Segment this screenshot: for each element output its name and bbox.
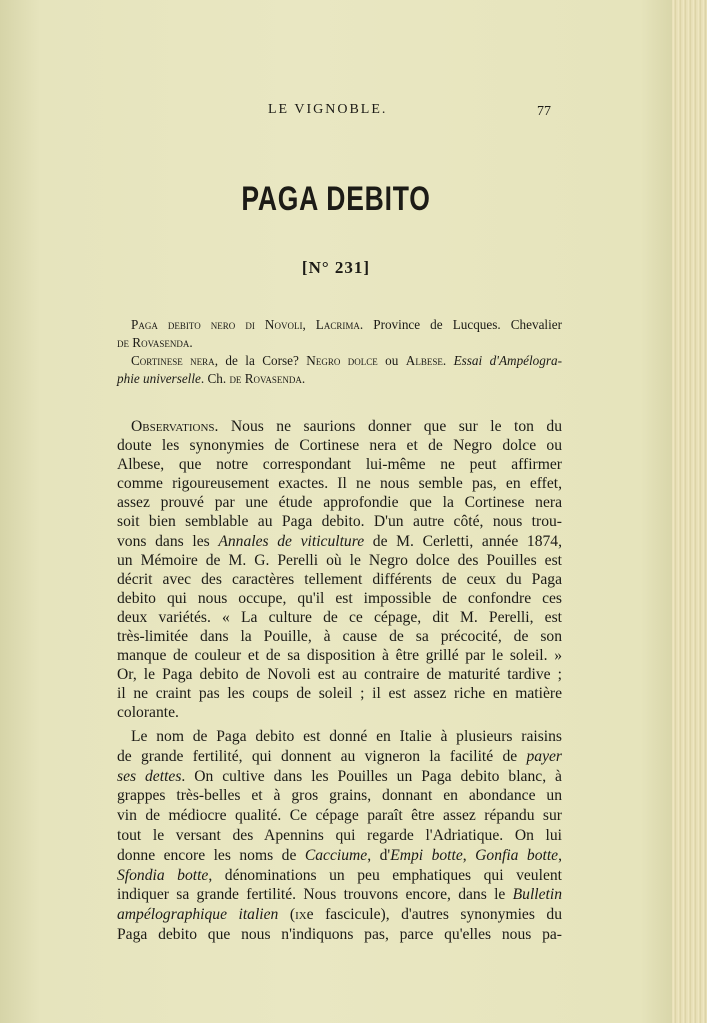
italic-text: Sfondia botte	[117, 866, 209, 884]
small-caps-text: Observations	[131, 418, 215, 435]
text-segment: deux variétés. « La culture de ce cépage, dit M. Perelli, est	[117, 608, 562, 626]
text-line	[117, 925, 562, 945]
text-segment: décrit avec des caractères tellement différents de ceux du Paga	[117, 570, 562, 588]
text-line	[117, 727, 562, 747]
text-line	[117, 665, 562, 684]
text-line	[117, 885, 562, 905]
text-line	[117, 767, 562, 787]
text-line	[117, 589, 562, 608]
text-line	[117, 866, 562, 886]
text-line	[117, 532, 562, 551]
text-line	[117, 786, 562, 806]
text-segment: ,	[462, 846, 476, 864]
text-line	[117, 627, 562, 646]
text-line	[117, 703, 562, 722]
text-segment: . Ch.	[200, 371, 230, 386]
text-line	[117, 417, 562, 436]
small-caps-text: Negro dolce	[306, 353, 378, 368]
text-segment: Albese, que notre correspondant lui-même ne peut affirmer	[117, 456, 562, 474]
text-segment: , d'	[367, 846, 391, 864]
text-line	[117, 747, 562, 767]
text-segment: doute les synonymies de Cortinese nera et de Negro dolce ou	[117, 437, 562, 455]
small-caps-text: Paga debito nero di Novoli, Lacrima	[131, 317, 360, 332]
text-segment: e fascicule), d'autres synonymies du	[306, 906, 563, 924]
text-line	[117, 370, 562, 388]
text-segment: grappes très-belles et à gros grains, donnant en abondance un	[117, 787, 562, 805]
text-line	[117, 512, 562, 531]
synonyms-block	[117, 316, 562, 388]
text-segment: de M. Cerletti, année 1874,	[364, 532, 562, 550]
text-segment: . Province de Lucques. Chevalier	[359, 317, 562, 332]
page-number: 77	[537, 104, 551, 119]
italic-text: Empi botte	[390, 846, 463, 864]
text-line	[117, 474, 562, 493]
italic-text: Annales de viticulture	[218, 532, 365, 550]
text-line	[117, 551, 562, 570]
text-line	[117, 806, 562, 826]
text-segment: donne encore les noms de	[117, 846, 305, 864]
text-line	[117, 316, 562, 334]
text-segment: de grande fertilité, qui donnent au vigneron la facilité de	[117, 747, 527, 765]
entry-number: [N° 231]	[301, 258, 371, 277]
text-segment: vin de médiocre qualité. Ce cépage paraît être assez répandu sur	[117, 807, 562, 825]
text-segment: manque de couleur et de sa disposition à être grillé par le soleil. »	[117, 647, 562, 665]
text-segment: (	[278, 906, 296, 924]
text-segment: Paga debito que nous n'indiquons pas, parce qu'elles nous pa-	[117, 925, 562, 943]
italic-text: ampélographique italien	[117, 906, 279, 924]
text-line	[117, 905, 562, 925]
text-line	[117, 826, 562, 846]
italic-text: Essai d'Ampélogra-	[453, 353, 562, 368]
italic-text: ses dettes	[117, 767, 182, 785]
text-segment: . Nous ne saurions donner que sur le ton du	[214, 418, 562, 435]
text-segment: . On cultive dans les Pouilles un Paga debito blanc, à	[181, 767, 562, 785]
text-segment: ou	[377, 353, 406, 368]
text-segment: un Mémoire de M. G. Perelli où le Negro dolce des Pouilles est	[117, 551, 562, 569]
text-segment: assez prouvé par une étude approfondie que la Cortinese nera	[117, 494, 562, 512]
running-header: LE VIGNOBLE.	[268, 102, 388, 117]
text-line	[117, 493, 562, 512]
text-segment: très-limitée dans la Pouille, à cause de sa précocité, de son	[117, 628, 562, 646]
text-line	[117, 334, 562, 352]
text-segment: indiquer sa grande fertilité. Nous trouvons encore, dans le	[117, 886, 513, 904]
italic-text: Bulletin	[512, 886, 562, 904]
italic-text: Gonfia botte	[475, 846, 559, 864]
small-caps-text: Albese	[405, 353, 443, 368]
text-segment: tout le versant des Apennins qui regarde l'Adriatique. On lui	[117, 826, 562, 844]
italic-text: phie universelle	[117, 371, 201, 386]
text-segment: .	[301, 371, 306, 386]
text-segment: soit bien semblable au Paga debito. D'un autre côté, nous trou-	[117, 513, 562, 531]
small-caps-text: Cortinese nera	[131, 353, 215, 368]
text-segment: , dénominations un peu emphatiques qui veulent	[208, 866, 562, 884]
small-caps-text: de Rovasenda.	[117, 335, 193, 350]
text-line	[117, 608, 562, 627]
text-segment: Le nom de Paga debito est donné en Italie à plusieurs raisins	[131, 728, 562, 745]
italic-text: Cacciume	[304, 846, 368, 864]
text-line	[117, 846, 562, 866]
small-caps-text: de Rovasenda	[229, 371, 302, 386]
book-page-edges	[672, 0, 707, 1023]
paragraph	[117, 727, 562, 945]
text-segment: vons dans les	[117, 532, 219, 550]
text-line	[117, 455, 562, 474]
text-segment: comme rigoureusement exactes. Il ne nous semble pas, en effet,	[117, 475, 562, 493]
text-segment: ,	[558, 846, 563, 864]
text-line	[117, 436, 562, 455]
text-segment: colorante.	[117, 704, 179, 722]
page-title: PAGA DEBITO	[241, 180, 431, 218]
text-segment: debito qui nous occupe, qu'il est impossible de confondre ces	[117, 589, 562, 607]
text-line	[117, 684, 562, 703]
text-segment: .	[442, 353, 454, 368]
text-line	[117, 570, 562, 589]
text-segment: Or, le Paga debito de Novoli est au contraire de maturité tardive ;	[117, 666, 562, 684]
italic-text: payer	[526, 747, 562, 765]
paragraph	[117, 417, 562, 723]
small-caps-text: ix	[295, 906, 307, 924]
text-line	[117, 646, 562, 665]
text-segment: , de la Corse?	[214, 353, 307, 368]
text-line	[117, 352, 562, 370]
text-segment: il ne craint pas les coups de soleil ; il est assez riche en matière	[117, 685, 562, 703]
